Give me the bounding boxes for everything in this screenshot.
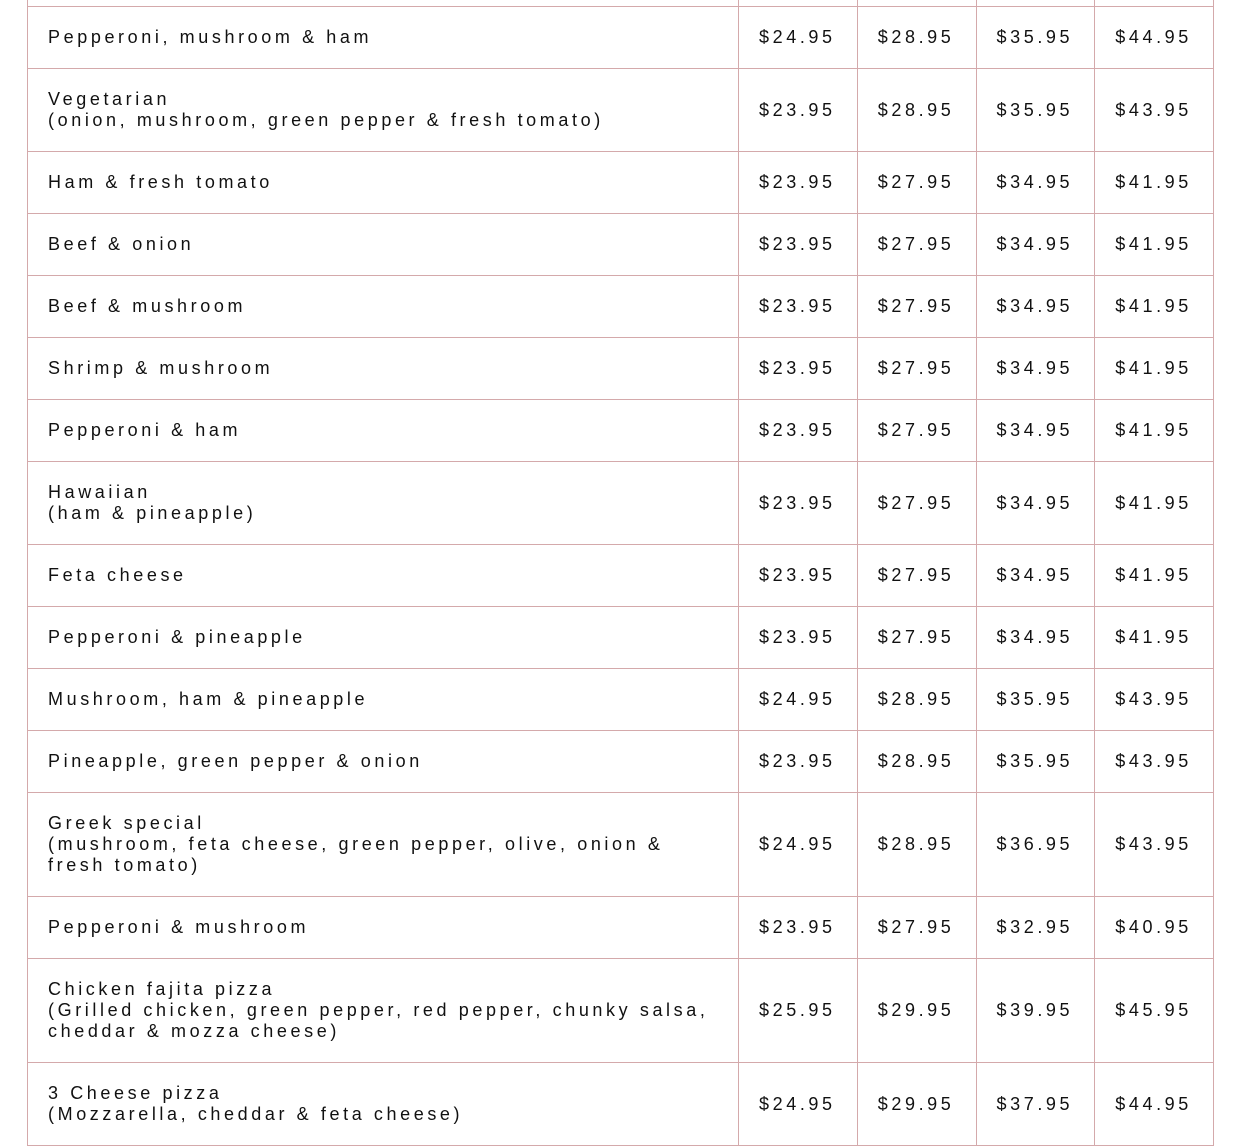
price-cell-size-1: $23.95 [739,731,858,793]
price-cell-size-3: $34.95 [976,152,1095,214]
pizza-price-table-body [28,0,1214,1146]
pizza-name-cell [28,897,739,959]
price-cell-size-3: $34.95 [976,462,1095,545]
pizza-ingredients: fresh tomato) [48,855,201,875]
pizza-name-cell [28,462,739,545]
price-cell-size-1: $25.95 [739,959,858,1063]
menu-row [28,69,1214,152]
pizza-name-cell [28,338,739,400]
menu-row [28,607,1214,669]
pizza-name: Mushroom, ham & pineapple [48,689,369,709]
price-cell-size-2: $27.95 [857,897,976,959]
pizza-name: Pepperoni & pineapple [48,627,306,647]
price-cell-size-4: $44.95 [1095,7,1214,69]
price-cell-size-2: $28.95 [857,793,976,897]
price-cell-size-1: $23.95 [739,545,858,607]
pizza-ingredients: (Mozzarella, cheddar & feta cheese) [48,1104,464,1124]
price-cell-size-1: $23.95 [739,338,858,400]
pizza-ingredients: (mushroom, feta cheese, green pepper, olive, onion & [48,834,664,854]
pizza-ingredients: (onion, mushroom, green pepper & fresh tomato) [48,110,604,130]
price-cell-size-4: $41.95 [1095,276,1214,338]
pizza-name: Pepperoni, mushroom & ham [48,27,373,47]
price-cell-size-4: $41.95 [1095,152,1214,214]
price-cell-size-3: $39.95 [976,959,1095,1063]
price-cell-size-2: $28.95 [857,669,976,731]
price-cell-size-4: $41.95 [1095,545,1214,607]
price-cell-size-2: $27.95 [857,545,976,607]
pizza-name-cell [28,69,739,152]
menu-row [28,462,1214,545]
pizza-name-cell [28,152,739,214]
price-cell-size-1: $23.95 [739,897,858,959]
price-cell-size-4: $40.95 [1095,897,1214,959]
menu-row [28,276,1214,338]
price-cell-size-4: $43.95 [1095,69,1214,152]
price-cell-size-3: $34.95 [976,338,1095,400]
pizza-name: Chicken fajita pizza [48,979,276,999]
price-cell-size-2: $29.95 [857,959,976,1063]
price-cell-size-2: $29.95 [857,1063,976,1146]
price-cell-size-1: $23.95 [739,214,858,276]
price-cell-size-3: $37.95 [976,1063,1095,1146]
price-cell-size-1: $23.95 [739,400,858,462]
price-cell-size-3: $35.95 [976,731,1095,793]
pizza-name: Pepperoni & mushroom [48,917,310,937]
pizza-ingredients: (ham & pineapple) [48,503,257,523]
menu-row [28,338,1214,400]
pizza-ingredients: (Grilled chicken, green pepper, red pepper, chunky salsa, [48,1000,709,1020]
pizza-name: Feta cheese [48,565,187,585]
pizza-name-cell [28,214,739,276]
price-cell-size-4: $45.95 [1095,959,1214,1063]
menu-row [28,152,1214,214]
price-cell-size-4: $43.95 [1095,669,1214,731]
pizza-name: Shrimp & mushroom [48,358,274,378]
menu-row [28,669,1214,731]
price-cell-size-3: $35.95 [976,69,1095,152]
price-cell-size-1: $23.95 [739,152,858,214]
price-cell-size-3: $35.95 [976,7,1095,69]
price-cell-size-1: $23.95 [739,276,858,338]
price-cell-size-1: $24.95 [739,793,858,897]
price-cell-size-1: $24.95 [739,1063,858,1146]
price-cell-size-3: $34.95 [976,607,1095,669]
price-cell-size-1: $24.95 [739,669,858,731]
price-cell-size-2: $27.95 [857,400,976,462]
pizza-name: Ham & fresh tomato [48,172,273,192]
pizza-name: Greek special [48,813,205,833]
price-cell-size-3: $32.95 [976,897,1095,959]
price-cell-size-1: $23.95 [739,69,858,152]
price-cell-size-2: $28.95 [857,7,976,69]
pizza-name: Beef & onion [48,234,195,254]
price-cell-size-4: $43.95 [1095,793,1214,897]
pizza-name-cell [28,731,739,793]
pizza-name-cell [28,669,739,731]
pizza-ingredients: cheddar & mozza cheese) [48,1021,340,1041]
price-cell-size-3: $34.95 [976,400,1095,462]
pizza-name: Hawaiian [48,482,151,502]
price-cell-size-4: $41.95 [1095,607,1214,669]
pizza-name: Pepperoni & ham [48,420,242,440]
pizza-name: Pineapple, green pepper & onion [48,751,423,771]
menu-row [28,214,1214,276]
pizza-name: 3 Cheese pizza [48,1083,223,1103]
pizza-name: Beef & mushroom [48,296,247,316]
price-cell-size-2: $28.95 [857,731,976,793]
pizza-name-cell [28,607,739,669]
pizza-name: Vegetarian [48,89,171,109]
pizza-price-table [27,0,1214,1146]
price-cell-size-2: $27.95 [857,152,976,214]
price-cell-size-3: $35.95 [976,669,1095,731]
price-cell-size-4: $41.95 [1095,400,1214,462]
price-cell-size-4: $41.95 [1095,338,1214,400]
menu-row [28,545,1214,607]
pizza-name-cell [28,276,739,338]
price-cell-size-2: $27.95 [857,276,976,338]
menu-row [28,731,1214,793]
menu-row [28,793,1214,897]
pizza-name-cell [28,400,739,462]
menu-row [28,897,1214,959]
price-cell-size-2: $27.95 [857,607,976,669]
price-cell-size-3: $34.95 [976,214,1095,276]
menu-row [28,1063,1214,1146]
price-cell-size-1: $24.95 [739,7,858,69]
price-cell-size-4: $41.95 [1095,214,1214,276]
price-cell-size-4: $41.95 [1095,462,1214,545]
price-cell-size-1: $23.95 [739,462,858,545]
pizza-name-cell [28,793,739,897]
price-cell-size-4: $43.95 [1095,731,1214,793]
menu-row [28,959,1214,1063]
pizza-name-cell [28,959,739,1063]
price-cell-size-2: $28.95 [857,69,976,152]
menu-row [28,400,1214,462]
price-cell-size-3: $34.95 [976,276,1095,338]
pizza-name-cell [28,545,739,607]
pizza-name-cell [28,7,739,69]
price-cell-size-2: $27.95 [857,214,976,276]
price-cell-size-3: $34.95 [976,545,1095,607]
price-cell-size-2: $27.95 [857,462,976,545]
price-cell-size-3: $36.95 [976,793,1095,897]
price-cell-size-1: $23.95 [739,607,858,669]
pizza-name-cell [28,1063,739,1146]
price-cell-size-2: $27.95 [857,338,976,400]
menu-row [28,7,1214,69]
price-cell-size-4: $44.95 [1095,1063,1214,1146]
